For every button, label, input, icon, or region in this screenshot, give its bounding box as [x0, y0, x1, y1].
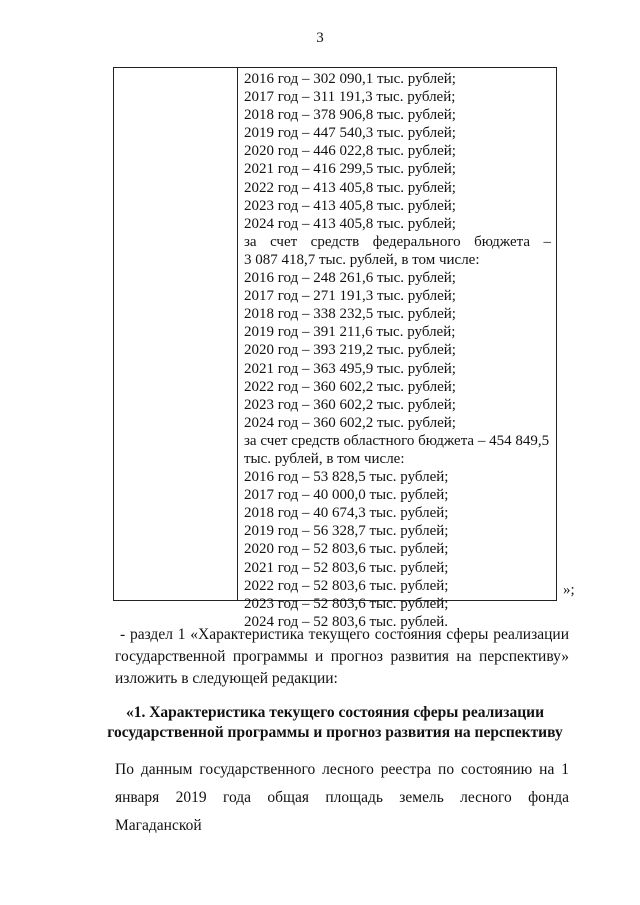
funding-line: 2021 год – 52 803,6 тыс. рублей;	[244, 559, 449, 576]
funding-line: 2019 год – 391 211,6 тыс. рублей;	[244, 324, 456, 341]
funding-line: 3 087 418,7 тыс. рублей, в том числе:	[244, 251, 480, 268]
amendment-line: - раздел 1 «Характеристика текущего состояния сферы реализации	[120, 626, 569, 643]
funding-line: 2018 год – 40 674,3 тыс. рублей;	[244, 505, 449, 522]
funding-line: 2019 год – 56 328,7 тыс. рублей;	[244, 523, 449, 540]
funding-line: за счет средств областного бюджета – 454 849,5	[244, 432, 550, 449]
amendment-line: государственной программы и прогноз развития на перспективу»	[115, 648, 569, 665]
funding-line: 2021 год – 416 299,5 тыс. рублей;	[244, 161, 456, 178]
section-heading	[100, 703, 570, 743]
closing-quote: »;	[563, 582, 575, 598]
funding-line: 2020 год – 393 219,2 тыс. рублей;	[244, 342, 456, 359]
body-paragraph	[115, 756, 569, 834]
section-heading-line: государственной программы и прогноз развития на перспективу	[107, 724, 563, 741]
funding-line: 2023 год – 360 602,2 тыс. рублей;	[244, 396, 456, 413]
funding-line: за счет средств федерального бюджета –	[244, 233, 551, 250]
funding-line: 2020 год – 52 803,6 тыс. рублей;	[244, 541, 449, 558]
funding-line: 2016 год – 302 090,1 тыс. рублей;	[244, 71, 456, 87]
funding-line: тыс. рублей, в том числе:	[244, 450, 405, 467]
funding-line: 2024 год – 413 405,8 тыс. рублей;	[244, 215, 456, 232]
body-line: января 2019 года общая площадь земель лесного фонда Магаданской	[115, 789, 569, 834]
page-number: 3	[316, 30, 324, 46]
funding-line: 2022 год – 52 803,6 тыс. рублей;	[244, 577, 449, 594]
funding-lines	[244, 70, 551, 631]
section-heading-line: «1. Характеристика текущего состояния сферы реализации	[125, 704, 545, 721]
funding-line: 2019 год – 447 540,3 тыс. рублей;	[244, 125, 456, 142]
amendment-line: изложить в следующей редакции:	[115, 670, 338, 687]
funding-line: 2017 год – 40 000,0 тыс. рублей;	[244, 487, 449, 504]
funding-table	[113, 67, 557, 630]
funding-line: 2024 год – 52 803,6 тыс. рублей.	[244, 613, 449, 630]
funding-line: 2020 год – 446 022,8 тыс. рублей;	[244, 143, 456, 160]
funding-line: 2017 год – 311 191,3 тыс. рублей;	[244, 89, 456, 106]
body-line: По данным государственного лесного реестра по состоянию на 1	[115, 761, 569, 778]
funding-line: 2018 год – 378 906,8 тыс. рублей;	[244, 107, 456, 124]
funding-line: 2017 год – 271 191,3 тыс. рублей;	[244, 288, 456, 305]
funding-line: 2022 год – 360 602,2 тыс. рублей;	[244, 378, 456, 395]
funding-line: 2023 год – 413 405,8 тыс. рублей;	[244, 197, 456, 214]
funding-line: 2016 год – 53 828,5 тыс. рублей;	[244, 469, 449, 486]
funding-line: 2016 год – 248 261,6 тыс. рублей;	[244, 270, 456, 287]
amendment-paragraph	[115, 624, 569, 690]
table-column-divider	[237, 68, 238, 600]
funding-line: 2024 год – 360 602,2 тыс. рублей;	[244, 414, 456, 431]
funding-line: 2018 год – 338 232,5 тыс. рублей;	[244, 306, 456, 323]
funding-line: 2022 год – 413 405,8 тыс. рублей;	[244, 179, 456, 196]
funding-line: 2021 год – 363 495,9 тыс. рублей;	[244, 360, 456, 377]
funding-line: 2023 год – 52 803,6 тыс. рублей;	[244, 595, 449, 612]
